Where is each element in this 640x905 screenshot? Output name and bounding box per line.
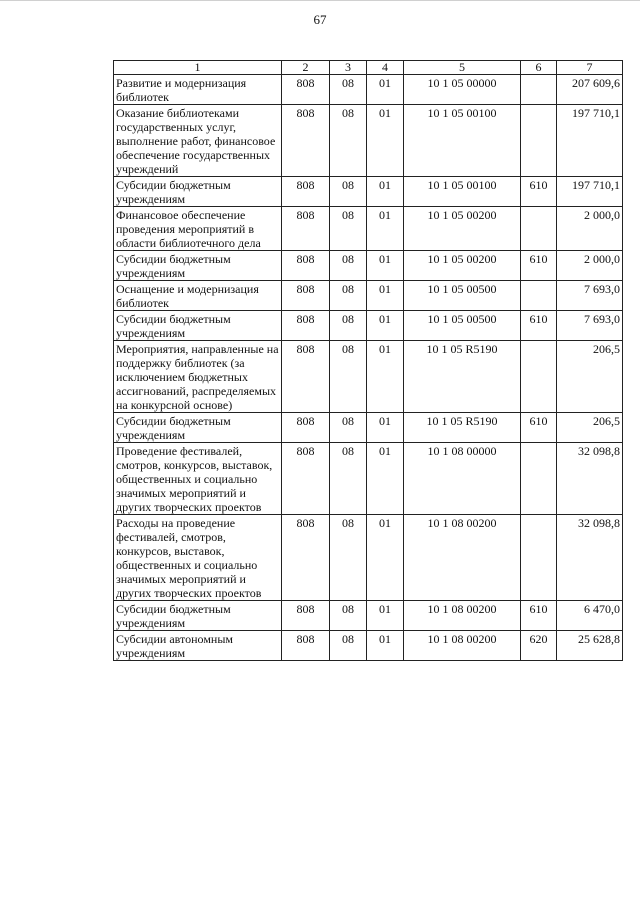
subsection-code-cell: 01 [367,251,404,281]
target-article-cell: 10 1 05 00100 [404,105,521,177]
subsection-code-cell: 01 [367,105,404,177]
table-row [114,341,623,413]
section-code-cell: 08 [330,281,367,311]
ministry-code-cell: 808 [282,177,330,207]
subsection-code-cell: 01 [367,515,404,601]
table-row [114,207,623,251]
row-name-cell: Субсидии бюджетным учреждениям [114,251,282,281]
target-article-cell: 10 1 05 00500 [404,281,521,311]
section-code-cell: 08 [330,251,367,281]
table-row [114,75,623,105]
row-name-cell: Субсидии бюджетным учреждениям [114,177,282,207]
table-row [114,515,623,601]
expense-type-cell [521,281,557,311]
column-header: 7 [557,61,623,75]
table-row [114,631,623,661]
amount-cell: 206,5 [557,341,623,413]
target-article-cell: 10 1 05 00000 [404,75,521,105]
ministry-code-cell: 808 [282,413,330,443]
expense-type-cell: 610 [521,311,557,341]
table-row [114,281,623,311]
amount-cell: 25 628,8 [557,631,623,661]
table-row [114,105,623,177]
section-code-cell: 08 [330,413,367,443]
expense-type-cell [521,75,557,105]
amount-cell: 32 098,8 [557,515,623,601]
expense-type-cell [521,443,557,515]
target-article-cell: 10 1 05 00200 [404,207,521,251]
row-name-cell: Развитие и модернизация библиотек [114,75,282,105]
ministry-code-cell: 808 [282,207,330,251]
expense-type-cell [521,105,557,177]
amount-cell: 197 710,1 [557,177,623,207]
expense-type-cell [521,207,557,251]
subsection-code-cell: 01 [367,75,404,105]
section-code-cell: 08 [330,443,367,515]
amount-cell: 7 693,0 [557,311,623,341]
page-number: 67 [313,12,327,27]
budget-table [113,60,623,661]
subsection-code-cell: 01 [367,601,404,631]
section-code-cell: 08 [330,311,367,341]
row-name-cell: Субсидии бюджетным учреждениям [114,311,282,341]
target-article-cell: 10 1 05 00500 [404,311,521,341]
amount-cell: 207 609,6 [557,75,623,105]
ministry-code-cell: 808 [282,341,330,413]
section-code-cell: 08 [330,75,367,105]
ministry-code-cell: 808 [282,443,330,515]
expense-type-cell: 610 [521,177,557,207]
expense-type-cell: 610 [521,601,557,631]
target-article-cell: 10 1 08 00200 [404,601,521,631]
ministry-code-cell: 808 [282,515,330,601]
scan-top-edge [0,0,640,7]
ministry-code-cell: 808 [282,75,330,105]
table-body [114,75,623,661]
target-article-cell: 10 1 05 R5190 [404,413,521,443]
row-name-cell: Расходы на проведение фестивалей, смотров, конкурсов, выставок, общественных и социально значимых мероприятий и других творческих проектов [114,515,282,601]
section-code-cell: 08 [330,105,367,177]
subsection-code-cell: 01 [367,177,404,207]
section-code-cell: 08 [330,515,367,601]
table-row [114,413,623,443]
target-article-cell: 10 1 08 00000 [404,443,521,515]
subsection-code-cell: 01 [367,207,404,251]
amount-cell: 7 693,0 [557,281,623,311]
section-code-cell: 08 [330,177,367,207]
row-name-cell: Финансовое обеспечение проведения мероприятий в области библиотечного дела [114,207,282,251]
section-code-cell: 08 [330,207,367,251]
subsection-code-cell: 01 [367,341,404,413]
subsection-code-cell: 01 [367,311,404,341]
section-code-cell: 08 [330,601,367,631]
target-article-cell: 10 1 05 R5190 [404,341,521,413]
subsection-code-cell: 01 [367,631,404,661]
amount-cell: 32 098,8 [557,443,623,515]
expense-type-cell: 620 [521,631,557,661]
amount-cell: 2 000,0 [557,207,623,251]
table-header-row [114,61,623,75]
ministry-code-cell: 808 [282,105,330,177]
target-article-cell: 10 1 08 00200 [404,631,521,661]
column-header: 2 [282,61,330,75]
table-row [114,443,623,515]
row-name-cell: Субсидии бюджетным учреждениям [114,413,282,443]
row-name-cell: Оказание библиотеками государственных услуг, выполнение работ, финансовое обеспечение государственных учреждений [114,105,282,177]
table-row [114,251,623,281]
expense-type-cell [521,341,557,413]
row-name-cell: Проведение фестивалей, смотров, конкурсов, выставок, общественных и социально значимых мероприятий и других творческих проектов [114,443,282,515]
expense-type-cell [521,515,557,601]
target-article-cell: 10 1 05 00100 [404,177,521,207]
amount-cell: 197 710,1 [557,105,623,177]
ministry-code-cell: 808 [282,281,330,311]
column-header: 3 [330,61,367,75]
row-name-cell: Мероприятия, направленные на поддержку библиотек (за исключением бюджетных ассигнований, распределяемых на конкурсной основе) [114,341,282,413]
subsection-code-cell: 01 [367,281,404,311]
target-article-cell: 10 1 08 00200 [404,515,521,601]
section-code-cell: 08 [330,341,367,413]
ministry-code-cell: 808 [282,631,330,661]
column-header: 5 [404,61,521,75]
table-row [114,177,623,207]
column-header: 1 [114,61,282,75]
amount-cell: 6 470,0 [557,601,623,631]
table-row [114,311,623,341]
subsection-code-cell: 01 [367,443,404,515]
subsection-code-cell: 01 [367,413,404,443]
target-article-cell: 10 1 05 00200 [404,251,521,281]
table-row [114,601,623,631]
row-name-cell: Субсидии бюджетным учреждениям [114,601,282,631]
column-header: 6 [521,61,557,75]
amount-cell: 206,5 [557,413,623,443]
row-name-cell: Оснащение и модернизация библиотек [114,281,282,311]
expense-type-cell: 610 [521,251,557,281]
row-name-cell: Субсидии автономным учреждениям [114,631,282,661]
section-code-cell: 08 [330,631,367,661]
ministry-code-cell: 808 [282,251,330,281]
ministry-code-cell: 808 [282,311,330,341]
column-header: 4 [367,61,404,75]
expense-type-cell: 610 [521,413,557,443]
ministry-code-cell: 808 [282,601,330,631]
amount-cell: 2 000,0 [557,251,623,281]
